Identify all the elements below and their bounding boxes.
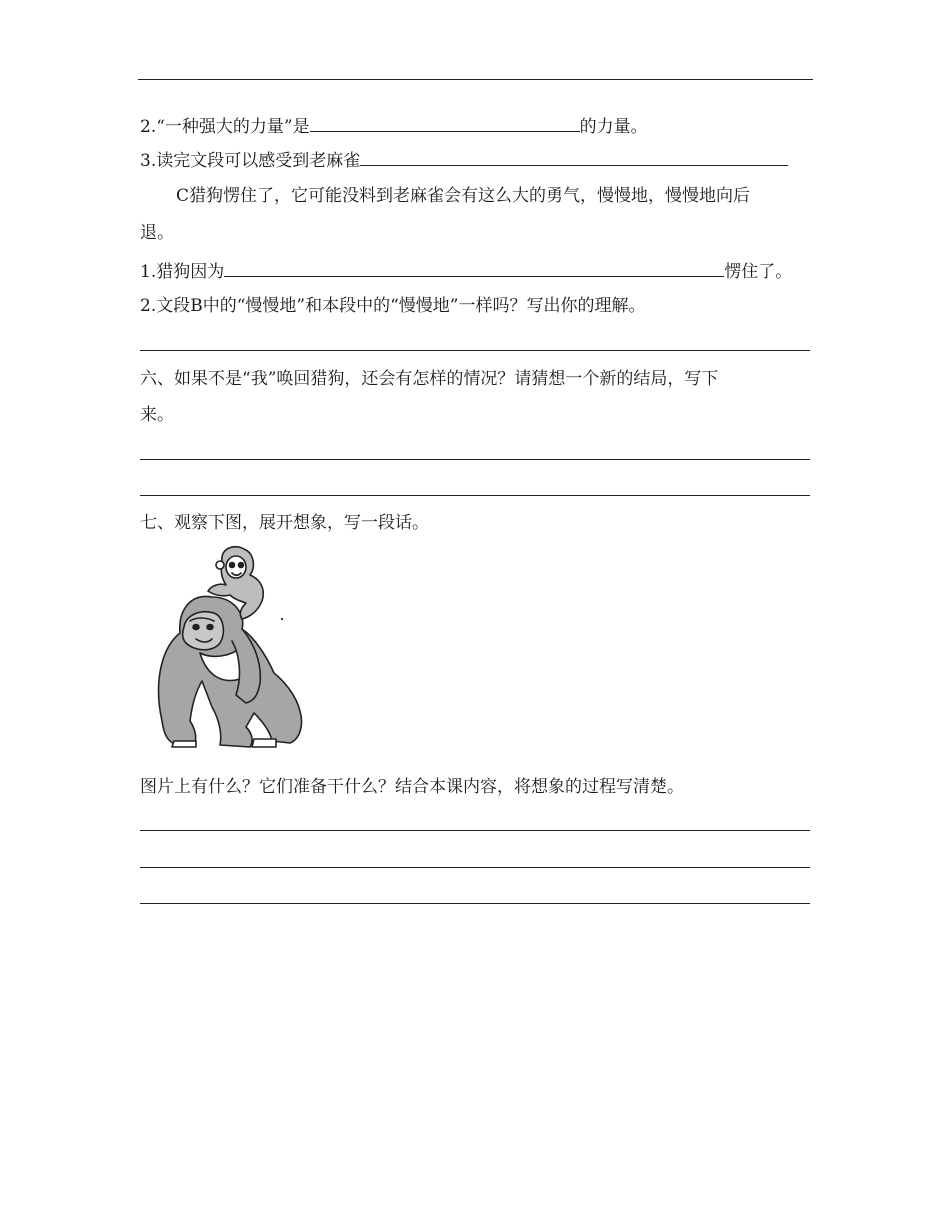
answer-line[interactable] bbox=[140, 867, 810, 868]
answer-line[interactable] bbox=[140, 350, 810, 351]
section-6-line-1: 六、如果不是“我”唤回猎狗，还会有怎样的情况？请猜想一个新的结局，写下 bbox=[140, 369, 719, 389]
answer-blank[interactable] bbox=[360, 147, 788, 166]
answer-line[interactable] bbox=[140, 830, 810, 831]
gorilla-with-baby-monkey-icon bbox=[150, 545, 310, 755]
section-6-line-2: 来。 bbox=[140, 405, 174, 425]
passage-c-line-2: 退。 bbox=[140, 223, 174, 243]
c-question-2: 2.文段B中的“慢慢地”和本段中的“慢慢地”一样吗？写出你的理解。 bbox=[140, 296, 646, 316]
answer-blank[interactable] bbox=[224, 258, 724, 277]
passage-c-line-1: C猎狗愣住了，它可能没料到老麻雀会有这么大的勇气，慢慢地，慢慢地向后 bbox=[176, 186, 751, 206]
question-2: 2.“一种强大的力量”是 的力量。 bbox=[140, 113, 648, 139]
section-7-prompt: 图片上有什么？它们准备干什么？结合本课内容，将想象的过程写清楚。 bbox=[140, 777, 684, 797]
answer-line[interactable] bbox=[140, 459, 810, 460]
c-question-1: 1.猎狗因为 愣住了。 bbox=[140, 258, 792, 284]
question-3: 3.读完文段可以感受到老麻雀 bbox=[140, 147, 788, 173]
header-rule bbox=[138, 79, 813, 80]
answer-line[interactable] bbox=[140, 903, 810, 904]
section-7-title: 七、观察下图，展开想象，写一段话。 bbox=[140, 513, 429, 533]
answer-blank[interactable] bbox=[310, 113, 580, 132]
answer-line[interactable] bbox=[140, 495, 810, 496]
